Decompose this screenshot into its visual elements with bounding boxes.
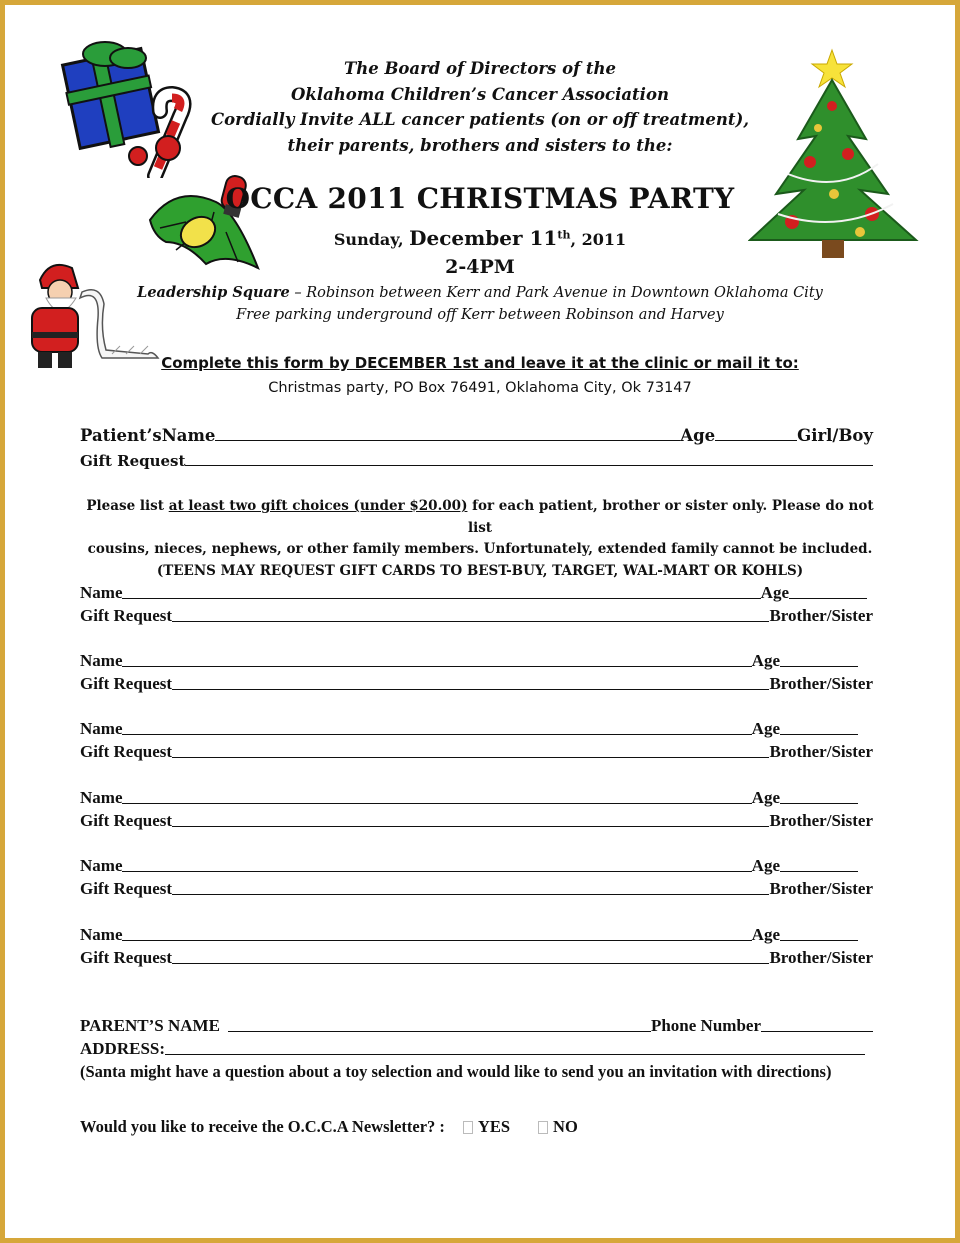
sibling-relation-label: Brother/Sister: [769, 948, 873, 967]
phone-label: Phone Number: [650, 1016, 761, 1035]
sibling-age-field[interactable]: [780, 870, 858, 872]
sibling-name-row: [80, 651, 858, 671]
notice-line: [80, 496, 880, 539]
sibling-gift-field[interactable]: [172, 893, 769, 895]
sibling-name-label: Name: [80, 583, 123, 602]
sibling-gift-field[interactable]: [172, 620, 769, 622]
sibling-relation-label: Brother/Sister: [769, 879, 873, 898]
sibling-age-label: Age: [751, 925, 780, 944]
address-row: [80, 1039, 865, 1059]
sibling-relation-label: Brother/Sister: [769, 742, 873, 761]
patient-gender-label: Girl/Boy: [797, 426, 873, 445]
notice-text: Please list: [86, 498, 169, 514]
sibling-gift-row: [80, 948, 873, 968]
sibling-name-field[interactable]: [122, 597, 760, 599]
party-time: 2-4PM: [445, 256, 515, 278]
newsletter-row: [80, 1117, 578, 1137]
sibling-age-label: Age: [751, 856, 780, 875]
patient-name-label: Patient’sName: [80, 426, 216, 445]
sibling-gift-row: [80, 674, 873, 694]
date-suffix: th: [557, 228, 571, 242]
date-day: Sunday,: [333, 230, 404, 249]
sibling-age-label: Age: [751, 788, 780, 807]
sibling-name-row: [80, 788, 858, 808]
date-year: , 2011: [570, 230, 627, 249]
mail-address: Christmas party, PO Box 76491, Oklahoma City, Ok 73147: [268, 380, 692, 396]
sibling-gift-field[interactable]: [172, 962, 769, 964]
sibling-gift-row: [80, 879, 873, 899]
date-main: December 11: [409, 226, 558, 250]
santa-note: (Santa might have a question about a toy selection and would like to send you an invitation with directions): [80, 1062, 832, 1081]
intro-text: [0, 56, 960, 158]
location-detail: – Robinson between Kerr and Park Avenue in Downtown Oklahoma City: [289, 285, 823, 301]
sibling-gift-row: [80, 606, 873, 626]
sibling-age-label: Age: [760, 583, 789, 602]
sibling-name-field[interactable]: [122, 870, 751, 872]
sibling-name-field[interactable]: [122, 665, 751, 667]
no-checkbox[interactable]: [538, 1121, 548, 1134]
notice-emphasis: at least two gift choices (under $20.00): [168, 498, 468, 514]
patient-gift-field[interactable]: [185, 464, 873, 466]
patient-row: [80, 426, 873, 445]
sibling-gift-field[interactable]: [172, 688, 769, 690]
sibling-name-field[interactable]: [122, 939, 751, 941]
patient-name-field[interactable]: [215, 439, 680, 441]
sibling-gift-label: Gift Request: [80, 606, 173, 625]
sibling-gift-field[interactable]: [172, 825, 769, 827]
notice-line: (TEENS MAY REQUEST GIFT CARDS TO BEST-BUY, TARGET, WAL-MART OR KOHLS): [156, 562, 804, 579]
patient-age-label: Age: [680, 426, 716, 445]
sibling-relation-label: Brother/Sister: [769, 811, 873, 830]
no-label: NO: [553, 1117, 578, 1136]
location-name: Leadership Square: [137, 284, 290, 301]
notice-text: for each patient, brother or sister only. Please do not list: [467, 498, 874, 536]
sibling-name-row: [80, 856, 858, 876]
sibling-gift-row: [80, 742, 873, 762]
party-title: OCCA 2011 CHRISTMAS PARTY: [225, 182, 735, 215]
sibling-relation-label: Brother/Sister: [769, 674, 873, 693]
intro-line: The Board of Directors of the: [343, 59, 617, 78]
intro-line: their parents, brothers and sisters to the:: [287, 135, 673, 155]
sibling-name-row: [80, 583, 867, 603]
patient-age-field[interactable]: [715, 439, 797, 441]
address-field[interactable]: [165, 1053, 865, 1055]
sibling-name-row: [80, 719, 858, 739]
phone-field[interactable]: [761, 1030, 873, 1032]
yes-label: YES: [477, 1117, 511, 1136]
party-date: [0, 226, 960, 250]
parent-name-label: PARENT’S NAME: [80, 1016, 220, 1035]
yes-checkbox[interactable]: [463, 1121, 473, 1134]
sibling-name-label: Name: [80, 788, 123, 807]
sibling-gift-label: Gift Request: [80, 948, 173, 967]
sibling-name-field[interactable]: [122, 733, 751, 735]
notice-line: cousins, nieces, nephews, or other family members. Unfortunately, extended family cannot be included.: [87, 541, 873, 557]
sibling-age-field[interactable]: [789, 597, 867, 599]
sibling-relation-label: Brother/Sister: [769, 606, 873, 625]
intro-line: Cordially Invite ALL cancer patients (on or off treatment),: [210, 110, 749, 129]
sibling-gift-label: Gift Request: [80, 674, 173, 693]
sibling-name-label: Name: [80, 719, 123, 738]
sibling-age-field[interactable]: [780, 733, 858, 735]
sibling-name-label: Name: [80, 925, 123, 944]
address-label: ADDRESS:: [80, 1039, 166, 1058]
sibling-name-field[interactable]: [122, 802, 751, 804]
sibling-age-field[interactable]: [780, 939, 858, 941]
sibling-age-field[interactable]: [780, 802, 858, 804]
sibling-name-label: Name: [80, 651, 123, 670]
party-location: [0, 284, 960, 301]
sibling-gift-row: [80, 811, 873, 831]
sibling-gift-field[interactable]: [172, 756, 769, 758]
complete-instruction: Complete this form by DECEMBER 1st and leave it at the clinic or mail it to:: [161, 354, 799, 372]
patient-gift-label: Gift Request: [80, 452, 186, 470]
intro-line: Oklahoma Children’s Cancer Association: [291, 84, 669, 104]
sibling-gift-label: Gift Request: [80, 811, 173, 830]
sibling-age-label: Age: [751, 651, 780, 670]
parent-row: [80, 1016, 873, 1036]
sibling-name-label: Name: [80, 856, 123, 875]
sibling-age-field[interactable]: [780, 665, 858, 667]
sibling-gift-label: Gift Request: [80, 742, 173, 761]
parking-info: Free parking underground off Kerr between Robinson and Harvey: [236, 307, 724, 323]
sibling-age-label: Age: [751, 719, 780, 738]
sibling-gift-label: Gift Request: [80, 879, 173, 898]
sibling-name-row: [80, 925, 858, 945]
gift-notice: [80, 496, 880, 582]
newsletter-question: Would you like to receive the O.C.C.A Newsletter? :: [80, 1117, 445, 1136]
parent-name-field[interactable]: [228, 1030, 651, 1032]
patient-gift-row: [80, 452, 873, 470]
